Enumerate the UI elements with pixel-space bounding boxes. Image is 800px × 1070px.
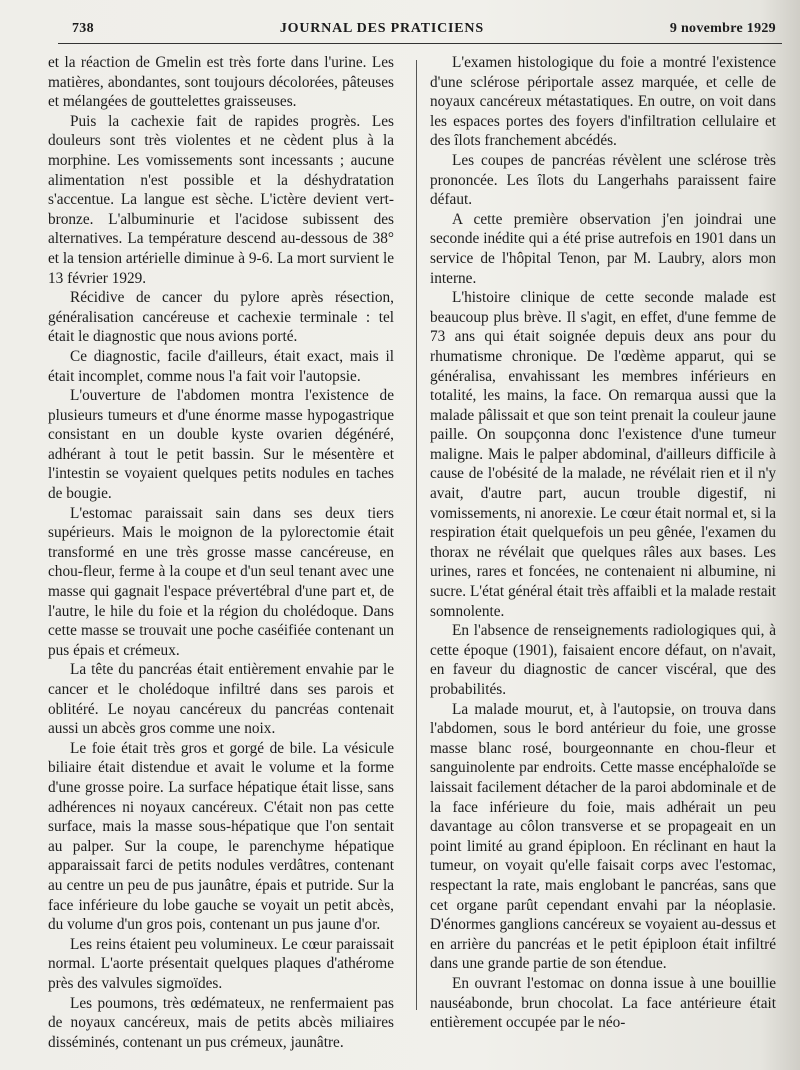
- right-column: [430, 53, 776, 1033]
- paragraph: Les poumons, très œdémateux, ne renfermaient pas de noyaux cancéreux, mais de petits abcès miliaires disséminés, contenant un pus crémeux, jaunâtre.: [48, 994, 394, 1051]
- paragraph: La tête du pancréas était entièrement envahie par le cancer et le cholédoque infiltré dans ses parois et oblitéré. Le noyau cancéreux du pancréas contenait aussi un abcès gros comme une noix.: [48, 661, 394, 738]
- paragraph: En l'absence de renseignements radiologiques qui, à cette époque (1901), faisaient encore défaut, on n'avait, en faveur du diagnostic de cancer viscéral, que des probabilités.: [430, 622, 776, 698]
- page-number: 738: [72, 21, 94, 36]
- paragraph: et la réaction de Gmelin est très forte dans l'urine. Les matières, abondantes, sont toujours décolorées, pâteuses et mélangées de gouttelettes graisseuses.: [48, 54, 394, 111]
- paragraph: Les coupes de pancréas révèlent une sclérose très prononcée. Les îlots du Langerhahs paraissent faire défaut.: [430, 151, 776, 209]
- paragraph: La malade mourut, et, à l'autopsie, on trouva dans l'abdomen, sous le bord antérieur du foie, une grosse masse blanc rosé, bourgeonnante en chou-fleur et sanguinolente par endroits. Cette masse encéphaloïde se laissait facilement détacher de la paroi abdominale et de la face inférieure du foie, mais adhérait un peu davantage au côlon transverse et se propageait en un point limité au grand épiploon. En réclinant en haut la tumeur, on voyait qu'elle faisait corps avec l'estomac, respectant la rate, mais englobant le pancréas, sans que cet organe parût cependant envahi par la néoplasie. D'énormes ganglions cancéreux se voyaient au-dessus et en arrière du pancréas et le petit épiploon était infiltré dans une grande partie de son étendue.: [430, 700, 776, 973]
- column-divider: [416, 60, 417, 1010]
- journal-title: JOURNAL DES PRATICIENS: [279, 21, 484, 36]
- paragraph: L'ouverture de l'abdomen montra l'existence de plusieurs tumeurs et d'une énorme masse hypogastrique consistant en un double kyste ovarien dégénéré, adhérant à tout le petit bassin. Sur le mésentère et l'intestin se voyaient quelques petits nodules en taches de bougie.: [48, 387, 394, 503]
- issue-date: 9 novembre 1929: [669, 21, 776, 36]
- paragraph: En ouvrant l'estomac on donna issue à une bouillie nauséabonde, brun chocolat. La face antérieure était entièrement occupée par le néo-: [430, 974, 776, 1032]
- paragraph: Les reins étaient peu volumineux. Le cœur paraissait normal. L'aorte présentait quelques plaques d'athérome près des valvules sigmoïdes.: [48, 935, 394, 992]
- paragraph: L'examen histologique du foie a montré l'existence d'une sclérose périportale assez marquée, et celle de noyaux cancéreux métastatiques. En outre, on voit dans les espaces portes des foyers d'infiltration cellulaire et des îlots franchement abcédés.: [430, 54, 776, 150]
- paragraph: A cette première observation j'en joindrai une seconde inédite qui a été prise autrefois en 1901 dans un service de l'hôpital Tenon, par M. Laubry, alors mon interne.: [430, 210, 776, 287]
- header-rule: [58, 43, 782, 44]
- paragraph: Récidive de cancer du pylore après résection, généralisation cancéreuse et cachexie terminale : tel était le diagnostic que nous avions porté.: [48, 289, 394, 346]
- left-column: [48, 53, 394, 1052]
- running-header: [72, 18, 776, 40]
- paragraph: L'estomac paraissait sain dans ses deux tiers supérieurs. Mais le moignon de la pylorectomie était transformé en une très grosse masse cancéreuse, en chou-fleur, ferme à la coupe et d'un seul tenant avec une masse qui gagnait l'espace prévertébral d'une part et, de l'autre, le hile du foie et la région du cholédoque. Dans cette masse se trouvait une poche caséifiée contenant un pus épais et crémeux.: [48, 504, 394, 659]
- paragraph: Le foie était très gros et gorgé de bile. La vésicule biliaire était distendue et avait le volume et la forme d'une grosse poire. La surface hépatique était lisse, sans adhérences ni noyaux cancéreux. C'était non pas cette surface, mais la masse sous-hépatique que l'on sentait au palper. Sur la coupe, le parenchyme hépatique apparaissait farci de petits nodules verdâtres, contenant au centre un peu de pus jaunâtre, épais et putride. Sur la face inférieure du lobe gauche se voyait un petit abcès, du volume d'un gros pois, contenant un pus jaune d'or.: [48, 739, 394, 934]
- paragraph: Ce diagnostic, facile d'ailleurs, était exact, mais il était incomplet, comme nous l'a fait voir l'autopsie.: [48, 347, 394, 385]
- paragraph: Puis la cachexie fait de rapides progrès. Les douleurs sont très violentes et ne cèdent plus à la morphine. Les vomissements sont incessants ; aucune alimentation n'est possible et la déshydratation s'accentue. La langue est sèche. L'ictère devient vert-bronze. L'albuminurie et l'acidose subissent des alternatives. La température descend au-dessous de 38° et la tension artérielle diminue à 9-6. La mort survient le 13 février 1929.: [48, 112, 394, 287]
- paragraph: L'histoire clinique de cette seconde malade est beaucoup plus brève. Il s'agit, en effet, d'une femme de 73 ans qui était soignée depuis deux ans pour du rhumatisme chronique. De l'œdème apparut, qui se généralisa, envahissant les membres inférieurs en totalité, les mains, la face. On remarqua aussi que la malade pâlissait et que son teint prenait la couleur jaune paille. On soupçonna donc l'existence d'une tumeur maligne. Mais le palper abdominal, d'ailleurs difficile à cause de l'obésité de la malade, ne révélait rien et il n'y avait, d'autre part, aucun trouble digestif, ni vomissements, ni anorexie. Le cœur était normal et, si la respiration était quelquefois un peu gênée, l'examen du thorax ne révélait que quelques râles aux bases. Les urines, rares et foncées, ne contenaient ni albumine, ni sucre. L'état général était très affaibli et la malade restait somnolente.: [430, 289, 776, 620]
